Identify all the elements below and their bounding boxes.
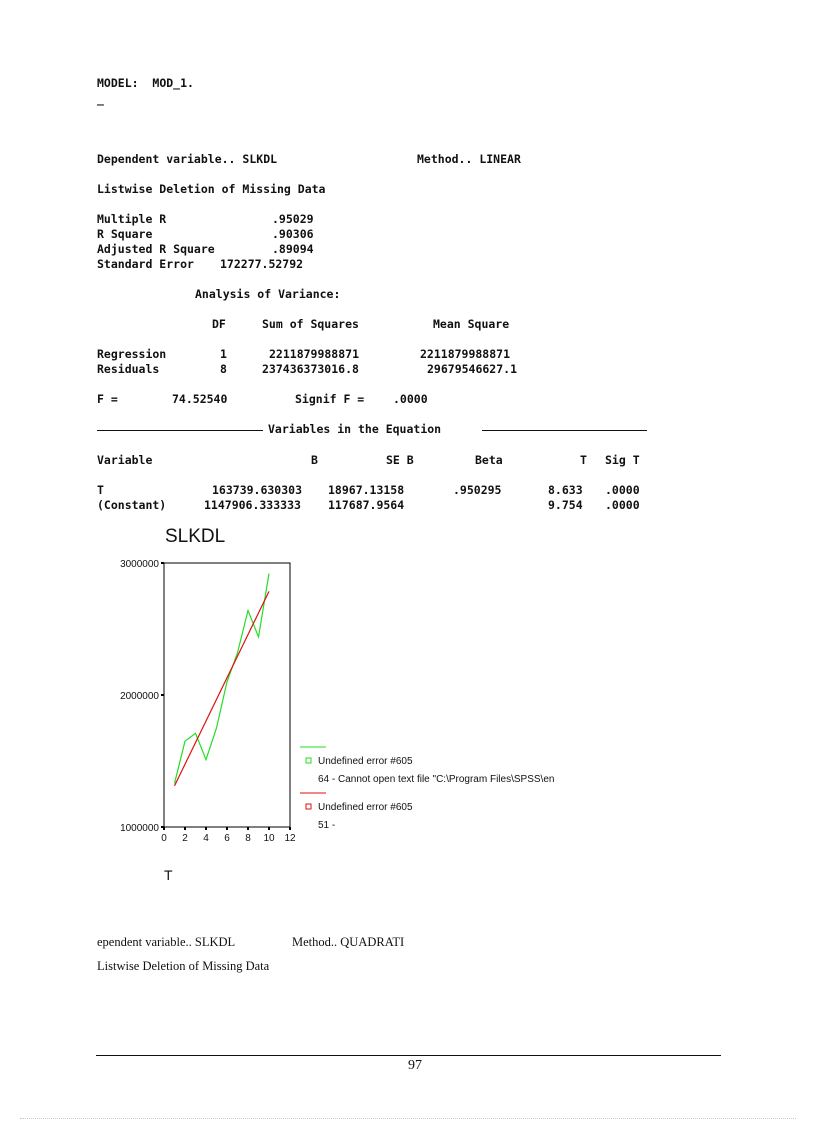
legend-label: Undefined error #605 <box>318 756 413 767</box>
y-tick-label: 3000000 <box>120 559 159 570</box>
f-label: F = <box>97 392 118 406</box>
var-row-t: 9.754 <box>548 498 583 512</box>
anova-row-ms: 29679546627.1 <box>427 362 518 376</box>
signif-f-value: .0000 <box>393 392 428 406</box>
page-edge <box>20 1118 796 1119</box>
fit-stat-label: Multiple R <box>97 212 167 226</box>
cursor-mark: _ <box>97 92 104 106</box>
anova-title: Analysis of Variance: <box>195 287 341 301</box>
var-header-variable: Variable <box>97 453 153 467</box>
y-tick-label: 1000000 <box>120 823 159 834</box>
signif-f-label: Signif F = <box>295 392 365 406</box>
var-row-name: (Constant) <box>97 498 167 512</box>
anova-row-ss: 2211879988871 <box>269 347 360 361</box>
method-line: Method.. LINEAR <box>417 152 521 166</box>
x-tick-label: 4 <box>203 833 209 844</box>
legend-marker <box>306 758 311 763</box>
legend-marker <box>306 804 311 809</box>
anova-row-ss: 237436373016.8 <box>262 362 359 376</box>
rule-right <box>482 430 647 431</box>
x-axis-label: T <box>164 867 173 883</box>
fit-stat-label: Standard Error <box>97 257 194 271</box>
legend-sublabel: 51 - <box>318 820 336 831</box>
fit-stat-value: .89094 <box>272 242 314 256</box>
page-number: 97 <box>408 1058 422 1073</box>
rule-left <box>97 430 263 431</box>
chart-title: SLKDL <box>165 526 226 547</box>
f-value: 74.52540 <box>172 392 228 406</box>
x-tick-label: 10 <box>263 833 275 844</box>
var-header-beta: Beta <box>475 453 503 467</box>
anova-row-label: Residuals <box>97 362 160 376</box>
model-label: MODEL: MOD_1. <box>97 76 194 90</box>
quadratic-method: Method.. QUADRATI <box>292 935 405 949</box>
var-header-t: T <box>580 453 587 467</box>
listwise-deletion: Listwise Deletion of Missing Data <box>97 182 326 196</box>
anova-row-df: 8 <box>220 362 227 376</box>
var-row-sig: .0000 <box>605 498 640 512</box>
var-header-sigt: Sig T <box>605 453 640 467</box>
anova-header-ms: Mean Square <box>433 317 510 331</box>
footer-rule <box>96 1055 721 1056</box>
fit-stat-value: .90306 <box>272 227 314 241</box>
fit-stat-label: R Square <box>97 227 153 241</box>
var-row-se: 18967.13158 <box>328 483 405 497</box>
regression-chart <box>90 545 650 890</box>
fit-stat-value: 172277.52792 <box>220 257 304 271</box>
var-header-b: B <box>311 453 318 467</box>
anova-header-df: DF <box>212 317 226 331</box>
x-tick-label: 2 <box>182 833 188 844</box>
fit-stat-label: Adjusted R Square <box>97 242 215 256</box>
anova-row-label: Regression <box>97 347 167 361</box>
y-tick-label: 2000000 <box>120 691 159 702</box>
var-row-b: 1147906.333333 <box>204 498 301 512</box>
dependent-variable: Dependent variable.. SLKDL <box>97 152 278 166</box>
var-header-seb: SE B <box>386 453 414 467</box>
variables-title: Variables in the Equation <box>268 422 442 436</box>
var-row-t: 8.633 <box>548 483 583 497</box>
var-row-name: T <box>97 483 104 497</box>
var-row-b: 163739.630303 <box>212 483 303 497</box>
x-tick-label: 12 <box>284 833 296 844</box>
x-tick-label: 8 <box>245 833 251 844</box>
plot-frame <box>164 563 290 827</box>
var-row-sig: .0000 <box>605 483 640 497</box>
legend-sublabel: 64 - Cannot open text file "C:\Program Files\SPSS\en <box>318 774 555 785</box>
anova-header-ss: Sum of Squares <box>262 317 359 331</box>
anova-row-ms: 2211879988871 <box>420 347 511 361</box>
fit-stat-value: .95029 <box>272 212 314 226</box>
x-tick-label: 0 <box>161 833 167 844</box>
x-tick-label: 6 <box>224 833 230 844</box>
quadratic-dependent: ependent variable.. SLKDL <box>97 935 236 949</box>
quadratic-listwise: Listwise Deletion of Missing Data <box>97 959 270 973</box>
anova-row-df: 1 <box>220 347 227 361</box>
var-row-beta: .950295 <box>453 483 502 497</box>
var-row-se: 117687.9564 <box>328 498 405 512</box>
legend-label: Undefined error #605 <box>318 802 413 813</box>
